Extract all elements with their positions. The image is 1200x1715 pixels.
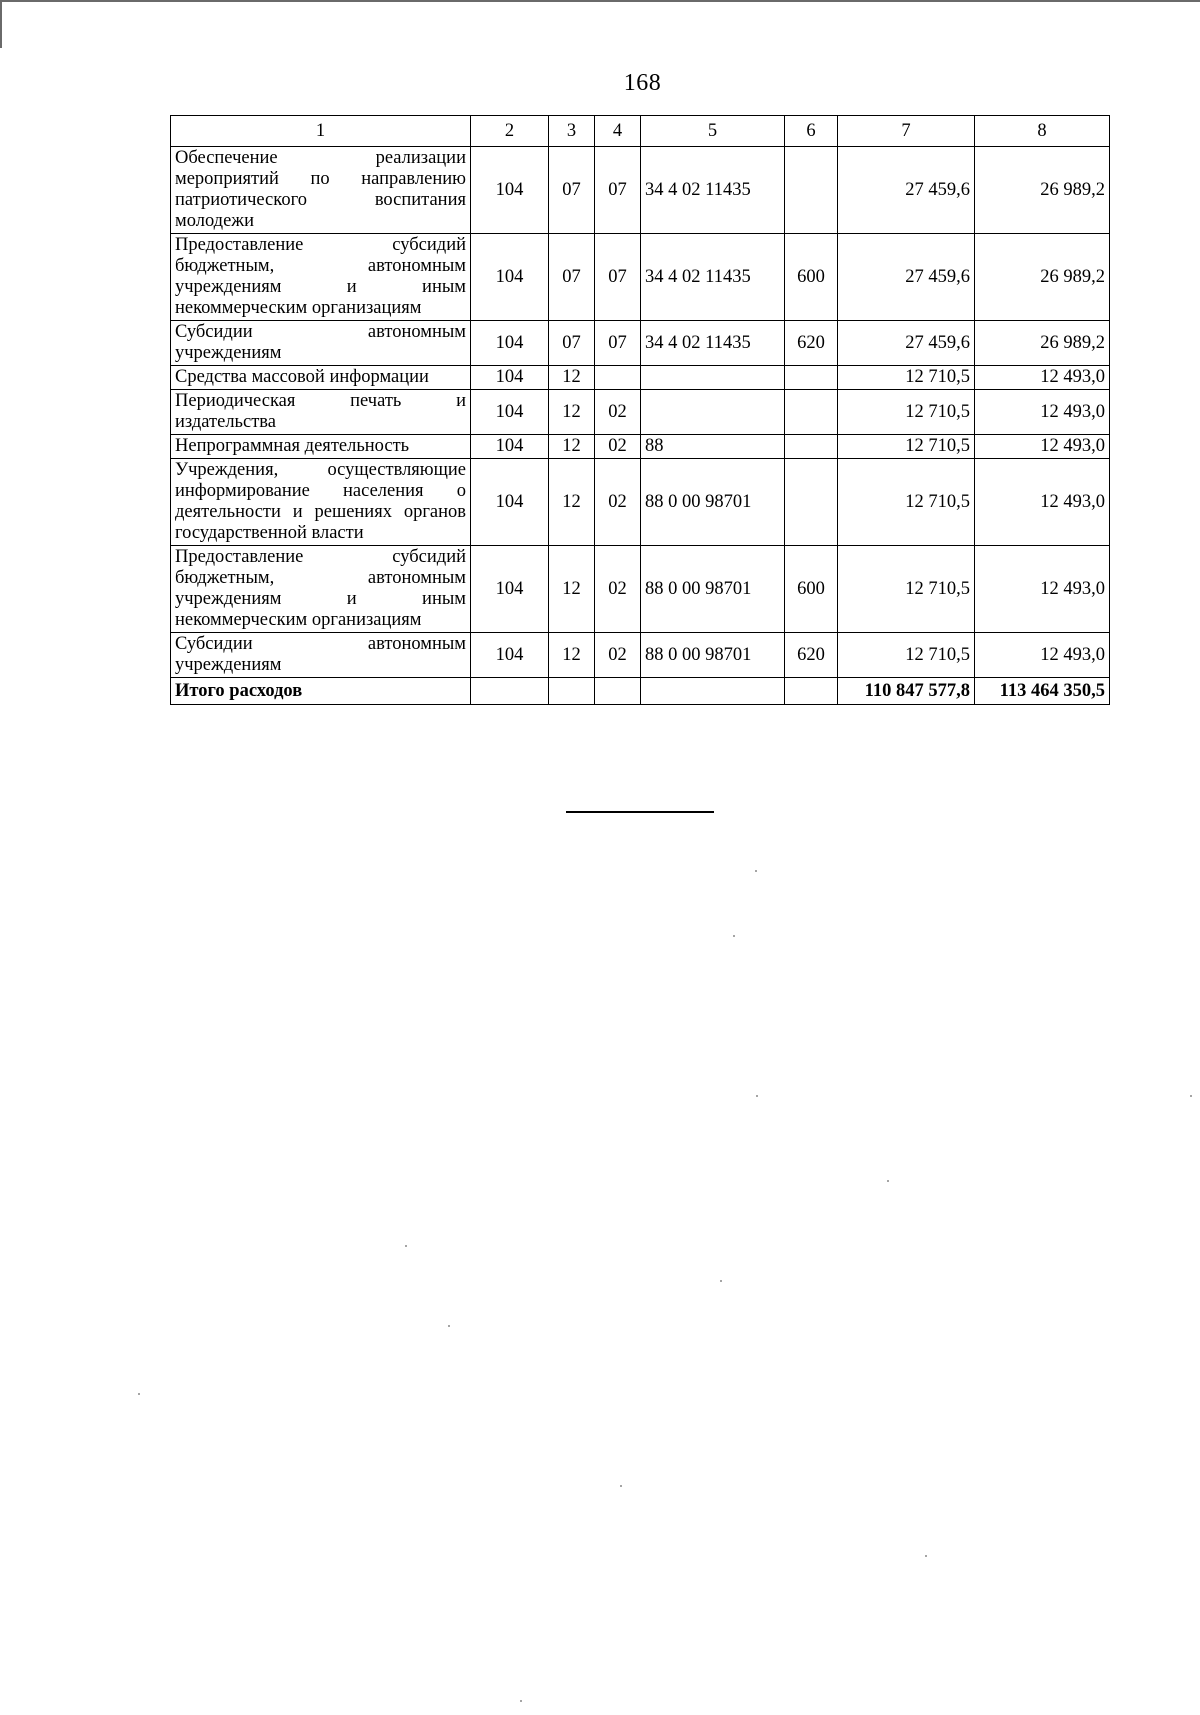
cell-amount-1: 12 710,5 (838, 390, 975, 435)
cell-ministry-code: 104 (471, 435, 549, 459)
cell-ministry-code: 104 (471, 321, 549, 366)
cell-amount-2: 12 493,0 (975, 435, 1110, 459)
cell-amount-1: 27 459,6 (838, 321, 975, 366)
empty-cell (785, 678, 838, 705)
total-row (171, 678, 1110, 705)
total-amount-1: 110 847 577,8 (838, 678, 975, 705)
cell-expense-type: 600 (785, 234, 838, 321)
cell-expense-type: 620 (785, 321, 838, 366)
end-of-table-rule (566, 811, 714, 813)
scan-speck (755, 870, 757, 872)
empty-cell (641, 678, 785, 705)
scan-speck (138, 1393, 140, 1395)
cell-subsection: 07 (595, 234, 641, 321)
header-cell: 5 (641, 116, 785, 147)
scan-speck (756, 1095, 758, 1097)
table-row (171, 390, 1110, 435)
cell-section: 12 (549, 459, 595, 546)
cell-target-article: 88 0 00 98701 (641, 546, 785, 633)
cell-expense-type (785, 366, 838, 390)
row-name: Непрограммная деятельность (171, 435, 471, 459)
scan-speck (733, 935, 735, 937)
cell-target-article: 88 0 00 98701 (641, 633, 785, 678)
scan-speck (1190, 1095, 1192, 1097)
cell-amount-2: 12 493,0 (975, 459, 1110, 546)
cell-subsection: 02 (595, 633, 641, 678)
cell-target-article (641, 366, 785, 390)
cell-section: 12 (549, 366, 595, 390)
cell-amount-1: 12 710,5 (838, 546, 975, 633)
row-name: Субсидии автономным учреждениям (171, 321, 471, 366)
row-name: Обеспечение реализации мероприятий по направлению патриотического воспитания молодежи (171, 147, 471, 234)
scan-speck (720, 1280, 722, 1282)
cell-section: 12 (549, 633, 595, 678)
cell-ministry-code: 104 (471, 546, 549, 633)
cell-amount-1: 12 710,5 (838, 633, 975, 678)
scan-speck (448, 1325, 450, 1327)
table-row (171, 546, 1110, 633)
row-name: Предоставление субсидий бюджетным, автономным учреждениям и иным некоммерческим организациям (171, 234, 471, 321)
cell-amount-2: 26 989,2 (975, 234, 1110, 321)
expenditure-table (170, 115, 1110, 705)
scan-speck (887, 1180, 889, 1182)
table-row (171, 633, 1110, 678)
cell-ministry-code: 104 (471, 366, 549, 390)
cell-section: 12 (549, 435, 595, 459)
table-row (171, 234, 1110, 321)
cell-subsection: 02 (595, 435, 641, 459)
header-cell: 3 (549, 116, 595, 147)
table-row (171, 459, 1110, 546)
cell-amount-2: 12 493,0 (975, 633, 1110, 678)
cell-amount-1: 27 459,6 (838, 234, 975, 321)
header-cell: 4 (595, 116, 641, 147)
cell-ministry-code: 104 (471, 147, 549, 234)
table-row (171, 435, 1110, 459)
cell-amount-1: 27 459,6 (838, 147, 975, 234)
cell-expense-type: 600 (785, 546, 838, 633)
cell-amount-2: 12 493,0 (975, 366, 1110, 390)
cell-expense-type (785, 390, 838, 435)
cell-subsection: 02 (595, 390, 641, 435)
cell-target-article: 34 4 02 11435 (641, 321, 785, 366)
scan-speck (620, 1485, 622, 1487)
cell-section: 12 (549, 546, 595, 633)
row-name: Периодическая печать и издательства (171, 390, 471, 435)
cell-subsection: 07 (595, 321, 641, 366)
header-cell: 8 (975, 116, 1110, 147)
row-name: Средства массовой информации (171, 366, 471, 390)
cell-amount-1: 12 710,5 (838, 366, 975, 390)
cell-ministry-code: 104 (471, 390, 549, 435)
page-number: 168 (623, 70, 662, 96)
cell-ministry-code: 104 (471, 459, 549, 546)
cell-target-article: 34 4 02 11435 (641, 234, 785, 321)
header-cell: 2 (471, 116, 549, 147)
cell-subsection (595, 366, 641, 390)
cell-expense-type (785, 147, 838, 234)
table-row (171, 321, 1110, 366)
cell-amount-2: 26 989,2 (975, 321, 1110, 366)
header-cell: 6 (785, 116, 838, 147)
header-cell: 7 (838, 116, 975, 147)
cell-ministry-code: 104 (471, 633, 549, 678)
scan-speck (925, 1555, 927, 1557)
cell-expense-type: 620 (785, 633, 838, 678)
total-label: Итого расходов (171, 678, 471, 705)
scan-edge-left (0, 0, 2, 48)
total-amount-2: 113 464 350,5 (975, 678, 1110, 705)
empty-cell (471, 678, 549, 705)
cell-section: 07 (549, 234, 595, 321)
table-header-row (171, 116, 1110, 147)
cell-section: 12 (549, 390, 595, 435)
cell-amount-1: 12 710,5 (838, 459, 975, 546)
table-row (171, 366, 1110, 390)
empty-cell (595, 678, 641, 705)
row-name: Предоставление субсидий бюджетным, автономным учреждениям и иным некоммерческим организациям (171, 546, 471, 633)
cell-amount-2: 12 493,0 (975, 546, 1110, 633)
cell-expense-type (785, 435, 838, 459)
cell-subsection: 02 (595, 459, 641, 546)
cell-amount-2: 26 989,2 (975, 147, 1110, 234)
empty-cell (549, 678, 595, 705)
cell-section: 07 (549, 321, 595, 366)
cell-target-article: 34 4 02 11435 (641, 147, 785, 234)
cell-ministry-code: 104 (471, 234, 549, 321)
scan-speck (405, 1245, 407, 1247)
scan-speck (520, 1700, 522, 1702)
table-row (171, 147, 1110, 234)
row-name: Учреждения, осуществляющие информирование населения о деятельности и решениях органов государственной власти (171, 459, 471, 546)
row-name: Субсидии автономным учреждениям (171, 633, 471, 678)
cell-amount-2: 12 493,0 (975, 390, 1110, 435)
cell-target-article: 88 (641, 435, 785, 459)
scan-edge-top (0, 0, 1200, 2)
cell-target-article (641, 390, 785, 435)
cell-subsection: 02 (595, 546, 641, 633)
cell-target-article: 88 0 00 98701 (641, 459, 785, 546)
header-cell: 1 (171, 116, 471, 147)
cell-subsection: 07 (595, 147, 641, 234)
cell-amount-1: 12 710,5 (838, 435, 975, 459)
cell-expense-type (785, 459, 838, 546)
cell-section: 07 (549, 147, 595, 234)
